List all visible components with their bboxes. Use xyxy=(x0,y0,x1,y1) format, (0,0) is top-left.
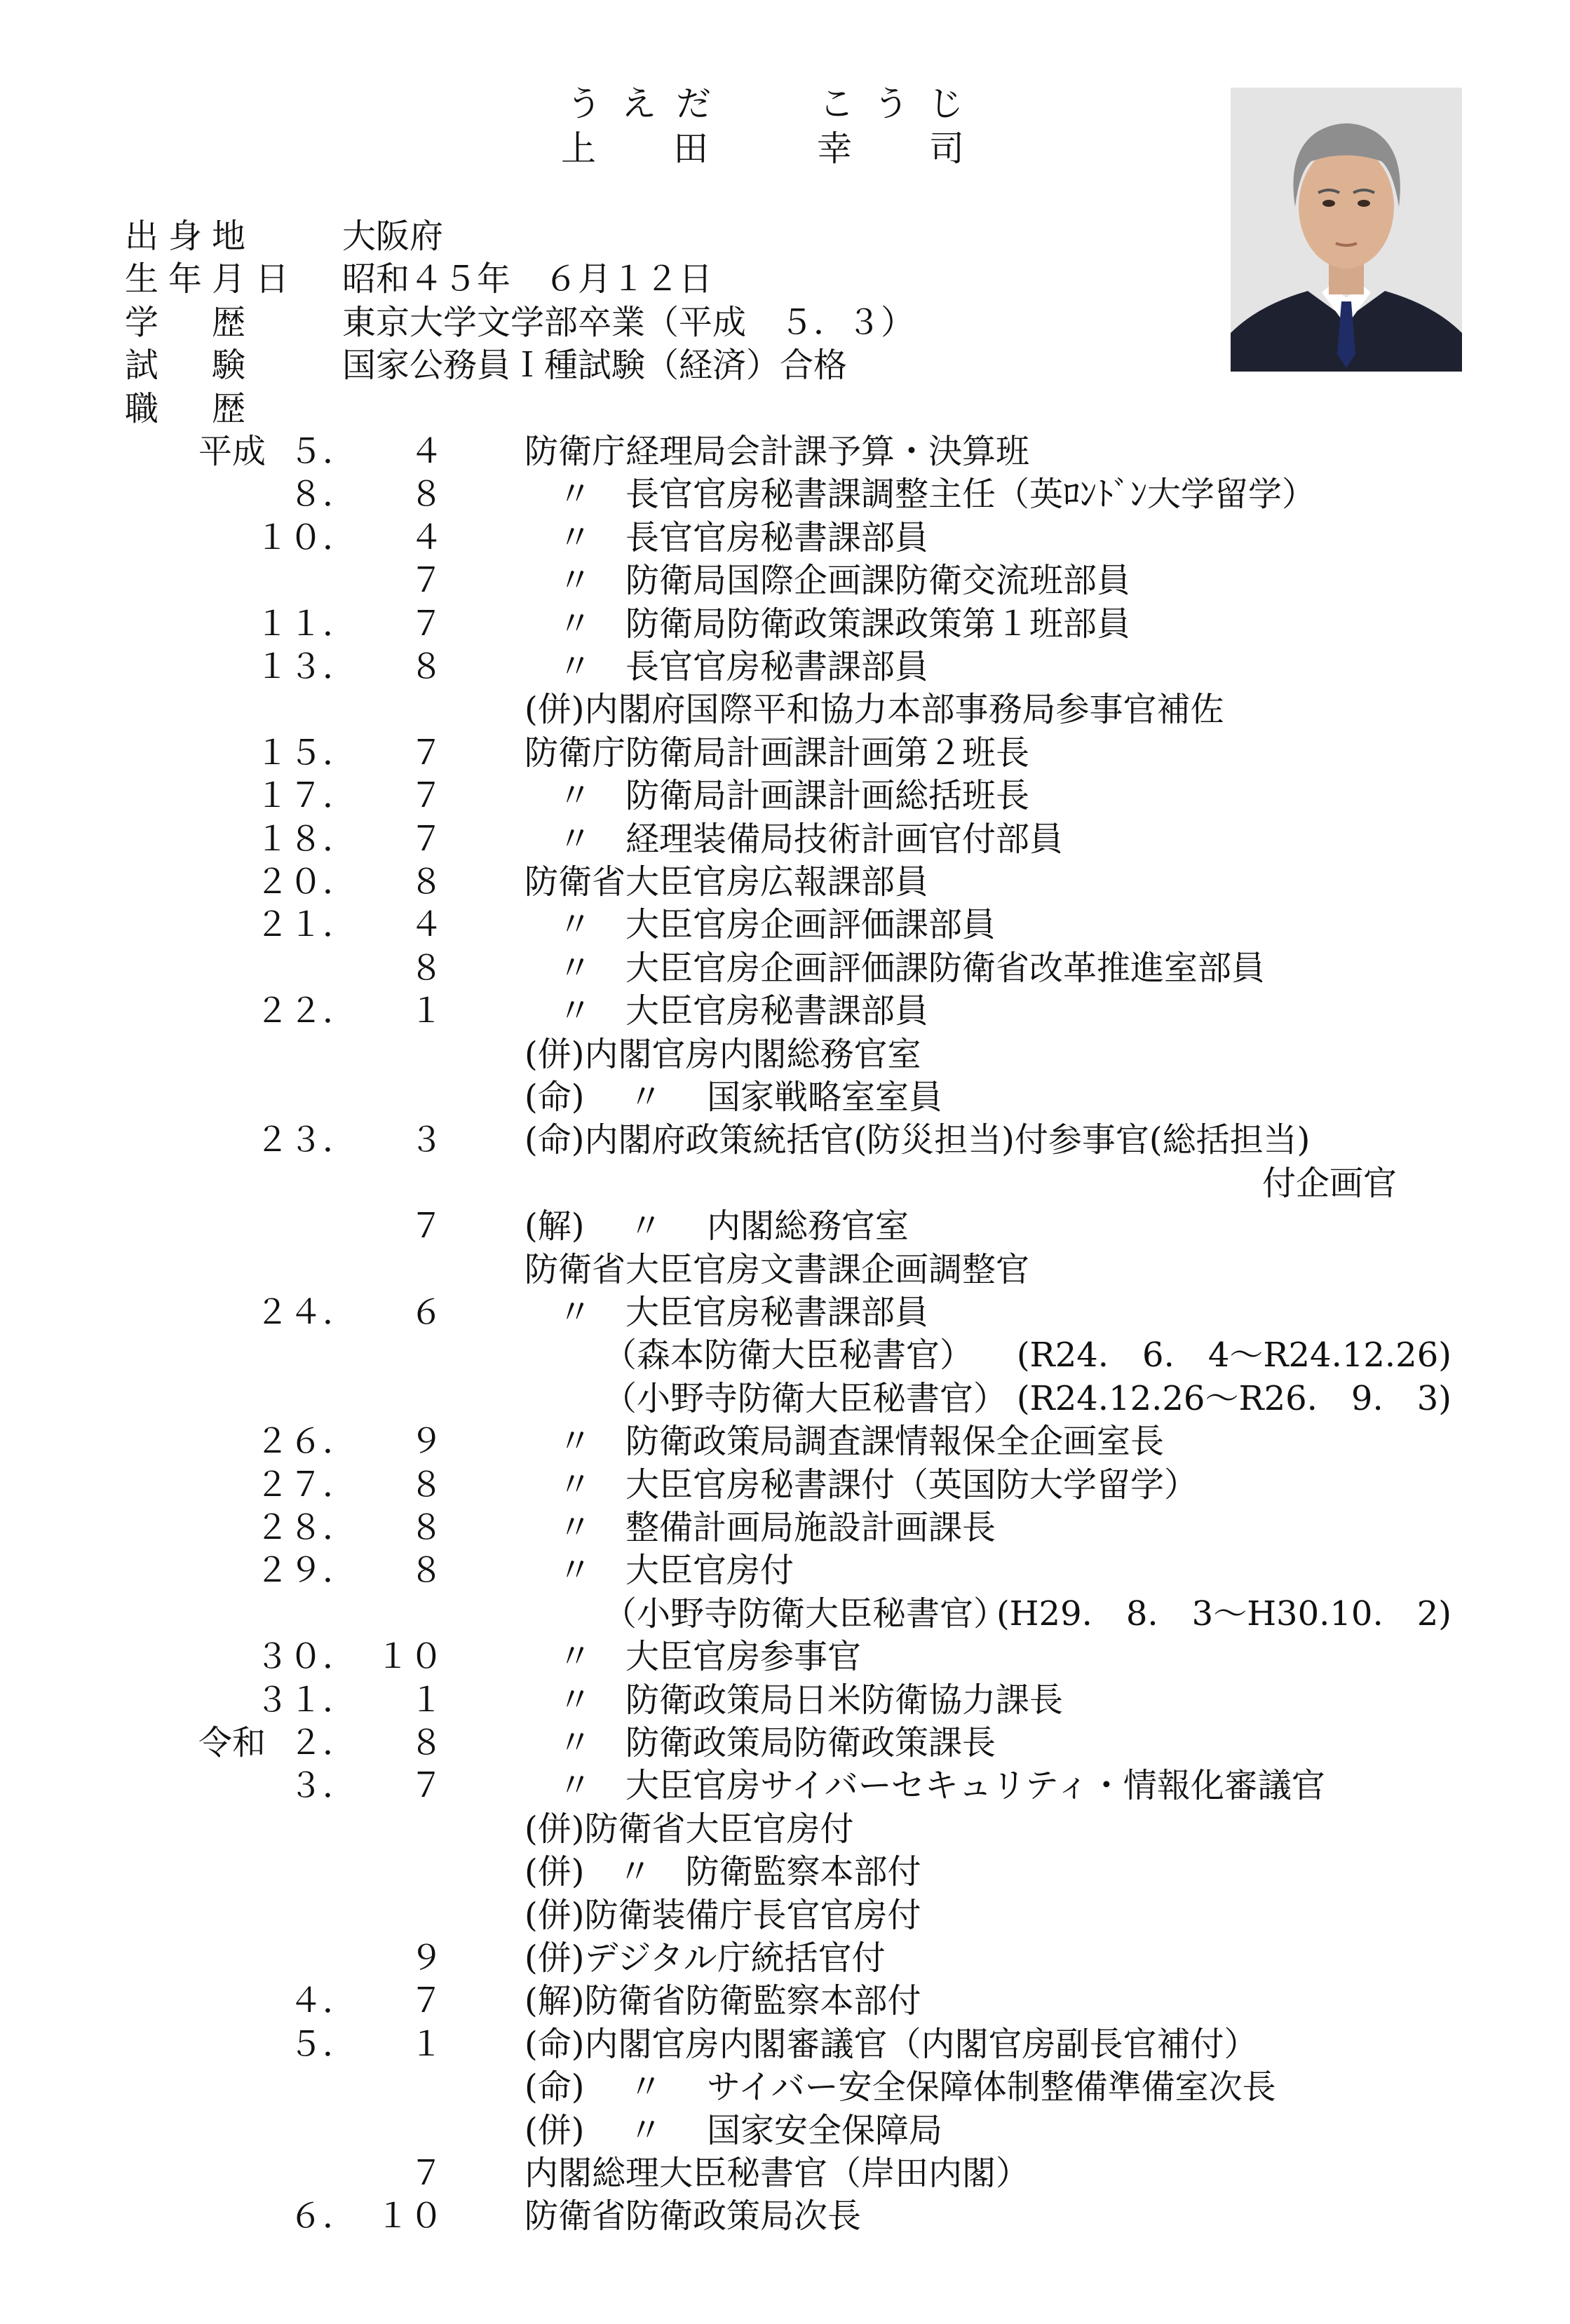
career-month: ６ xyxy=(409,1293,443,1332)
career-year: ５． xyxy=(288,2025,356,2064)
career-month: ７ xyxy=(409,1981,443,2020)
career-year: １３． xyxy=(255,647,356,686)
career-month: １０ xyxy=(375,1637,443,1676)
career-text: （小野寺防衛大臣秘書官） xyxy=(603,1379,1008,1418)
career-year: １０． xyxy=(255,518,356,557)
career-text: （小野寺防衛大臣秘書官） xyxy=(603,1594,1008,1633)
profile-value: 大阪府 xyxy=(342,217,444,256)
career-year: ２３． xyxy=(255,1120,356,1160)
career-year: ３０． xyxy=(255,1637,356,1676)
career-text: 防衛省大臣官房文書課企画調整官 xyxy=(525,1250,1030,1289)
career-month: ７ xyxy=(409,1766,443,1805)
career-text: 内閣総理大臣秘書官（岸田内閣） xyxy=(525,2154,1030,2193)
career-note: (R24. 6. 4～R24.12.26) xyxy=(1016,1336,1451,1375)
career-text: 防衛庁防衛局計画課計画第２班長 xyxy=(525,733,1030,773)
career-month: ８ xyxy=(409,1723,443,1762)
career-month: １０ xyxy=(375,2196,443,2236)
career-month: ７ xyxy=(409,733,443,773)
career-text: 〃 大臣官房付 xyxy=(525,1551,794,1590)
career-year: ２０． xyxy=(255,862,356,902)
profile-label: 出身地 xyxy=(125,217,256,256)
career-year: ２９． xyxy=(255,1551,356,1590)
career-year: １１． xyxy=(255,604,356,644)
career-text: (命) 〃 サイバー安全保障体制整備準備室次長 xyxy=(525,2067,1276,2107)
career-year: １５． xyxy=(255,733,356,773)
career-month: ７ xyxy=(409,820,443,859)
career-year: ３１． xyxy=(255,1680,356,1720)
career-text: (解) 〃 内閣総務官室 xyxy=(525,1207,909,1246)
career-year: ５． xyxy=(288,432,356,471)
career-note: (H29. 8. 3～H30.10. 2) xyxy=(996,1594,1451,1633)
career-text: (併)デジタル庁統括官付 xyxy=(525,1938,886,1978)
career-year: １７． xyxy=(255,776,356,815)
career-text: 防衛庁経理局会計課予算・決算班 xyxy=(525,432,1030,471)
career-text: 〃 防衛局国際企画課防衛交流班部員 xyxy=(525,561,1131,600)
career-text: 〃 防衛局計画課計画総括班長 xyxy=(525,776,1030,815)
career-text: （森本防衛大臣秘書官） xyxy=(603,1336,974,1375)
career-text: (解)防衛省防衛監察本部付 xyxy=(525,1981,921,2020)
career-text: 〃 長官官房秘書課部員 xyxy=(525,647,929,686)
career-text: 〃 大臣官房秘書課部員 xyxy=(525,1293,929,1332)
career-month: ８ xyxy=(409,647,443,686)
career-text: 〃 大臣官房秘書課部員 xyxy=(525,991,929,1031)
career-month: ７ xyxy=(409,776,443,815)
career-text: 〃 長官官房秘書課調整主任（英ﾛﾝﾄﾞﾝ大学留学） xyxy=(525,475,1316,514)
career-text: (命) 〃 国家戦略室室員 xyxy=(525,1078,942,1117)
career-text: (併)内閣府国際平和協力本部事務局参事官補佐 xyxy=(525,690,1224,729)
profile-label: 試 験 xyxy=(125,346,256,385)
furigana-surname: うえだ xyxy=(567,83,731,124)
career-year: ６． xyxy=(288,2196,356,2236)
career-text: 〃 防衛政策局調査課情報保全企画室長 xyxy=(525,1422,1165,1461)
career-text: (併)内閣官房内閣総務官室 xyxy=(525,1035,921,1074)
name-given: 幸司 xyxy=(817,128,1041,169)
career-text: 付企画官 xyxy=(1261,1164,1397,1203)
career-text: 〃 防衛政策局防衛政策課長 xyxy=(525,1723,996,1762)
career-text: 〃 大臣官房企画評価課部員 xyxy=(525,905,996,944)
career-year: ４． xyxy=(288,1981,356,2020)
career-month: ９ xyxy=(409,1938,443,1978)
career-text: (併) 〃 防衛監察本部付 xyxy=(525,1852,921,1891)
career-year: ２１． xyxy=(255,905,356,944)
career-month: １ xyxy=(409,991,443,1031)
career-year: ２． xyxy=(288,1723,356,1762)
career-text: 〃 大臣官房秘書課付（英国防大学留学） xyxy=(525,1465,1198,1504)
portrait-photo xyxy=(1231,88,1462,372)
career-year: ２７． xyxy=(255,1465,356,1504)
career-month: ３ xyxy=(409,1120,443,1160)
career-year: ２２． xyxy=(255,991,356,1031)
career-month: ７ xyxy=(409,1207,443,1246)
career-text: 〃 経理装備局技術計画官付部員 xyxy=(525,820,1064,859)
profile-label: 学 歴 xyxy=(125,303,256,342)
career-month: ８ xyxy=(409,1508,443,1547)
career-text: (併)防衛装備庁長官官房付 xyxy=(525,1896,921,1935)
career-text: (併) 〃 国家安全保障局 xyxy=(525,2111,942,2150)
career-text: (命)内閣府政策統括官(防災担当)付参事官(総括担当) xyxy=(525,1120,1311,1160)
career-month: ７ xyxy=(409,604,443,644)
career-text: 〃 大臣官房サイバーセキュリティ・情報化審議官 xyxy=(525,1766,1325,1805)
career-text: 防衛省防衛政策局次長 xyxy=(525,2196,862,2236)
career-year: １８． xyxy=(255,820,356,859)
career-month: ４ xyxy=(409,905,443,944)
profile-label: 生年月日 xyxy=(125,259,299,299)
furigana-given: こうじ xyxy=(819,83,983,124)
career-year: ２４． xyxy=(255,1293,356,1332)
career-month: ４ xyxy=(409,518,443,557)
profile-value: 東京大学文学部卒業（平成 ５．３） xyxy=(342,303,915,342)
career-year: ２８． xyxy=(255,1508,356,1547)
profile-value: 国家公務員Ｉ種試験（経済）合格 xyxy=(342,346,848,385)
career-month: ８ xyxy=(409,1465,443,1504)
career-month: １ xyxy=(409,2025,443,2064)
career-text: 〃 長官官房秘書課部員 xyxy=(525,518,929,557)
career-era: 平成 xyxy=(198,432,266,471)
profile-value: 昭和４５年 ６月１２日 xyxy=(342,259,713,299)
career-month: ８ xyxy=(409,1551,443,1590)
career-year: ２６． xyxy=(255,1422,356,1461)
career-month: ４ xyxy=(409,432,443,471)
career-text: 〃 防衛局防衛政策課政策第１班部員 xyxy=(525,604,1131,644)
career-year: ３． xyxy=(288,1766,356,1805)
career-text: (併)防衛省大臣官房付 xyxy=(525,1809,854,1849)
career-text: 〃 防衛政策局日米防衛協力課長 xyxy=(525,1680,1064,1720)
career-month: ８ xyxy=(409,949,443,988)
career-year: ８． xyxy=(288,475,356,514)
career-month: ７ xyxy=(409,561,443,600)
career-month: ８ xyxy=(409,862,443,902)
career-note: (R24.12.26～R26. 9. 3) xyxy=(1016,1379,1451,1418)
career-text: 〃 大臣官房企画評価課防衛省改革推進室部員 xyxy=(525,949,1266,988)
profile-label: 職 歴 xyxy=(125,389,256,428)
career-text: 〃 整備計画局施設計画課長 xyxy=(525,1508,996,1547)
career-text: 〃 大臣官房参事官 xyxy=(525,1637,862,1676)
career-month: １ xyxy=(409,1680,443,1720)
career-text: (命)内閣官房内閣審議官（内閣官房副長官補付） xyxy=(525,2025,1258,2064)
career-month: ７ xyxy=(409,2154,443,2193)
career-text: 防衛省大臣官房広報課部員 xyxy=(525,862,929,902)
career-month: ９ xyxy=(409,1422,443,1461)
name-surname: 上田 xyxy=(561,128,785,169)
career-era: 令和 xyxy=(198,1723,266,1762)
career-month: ８ xyxy=(409,475,443,514)
